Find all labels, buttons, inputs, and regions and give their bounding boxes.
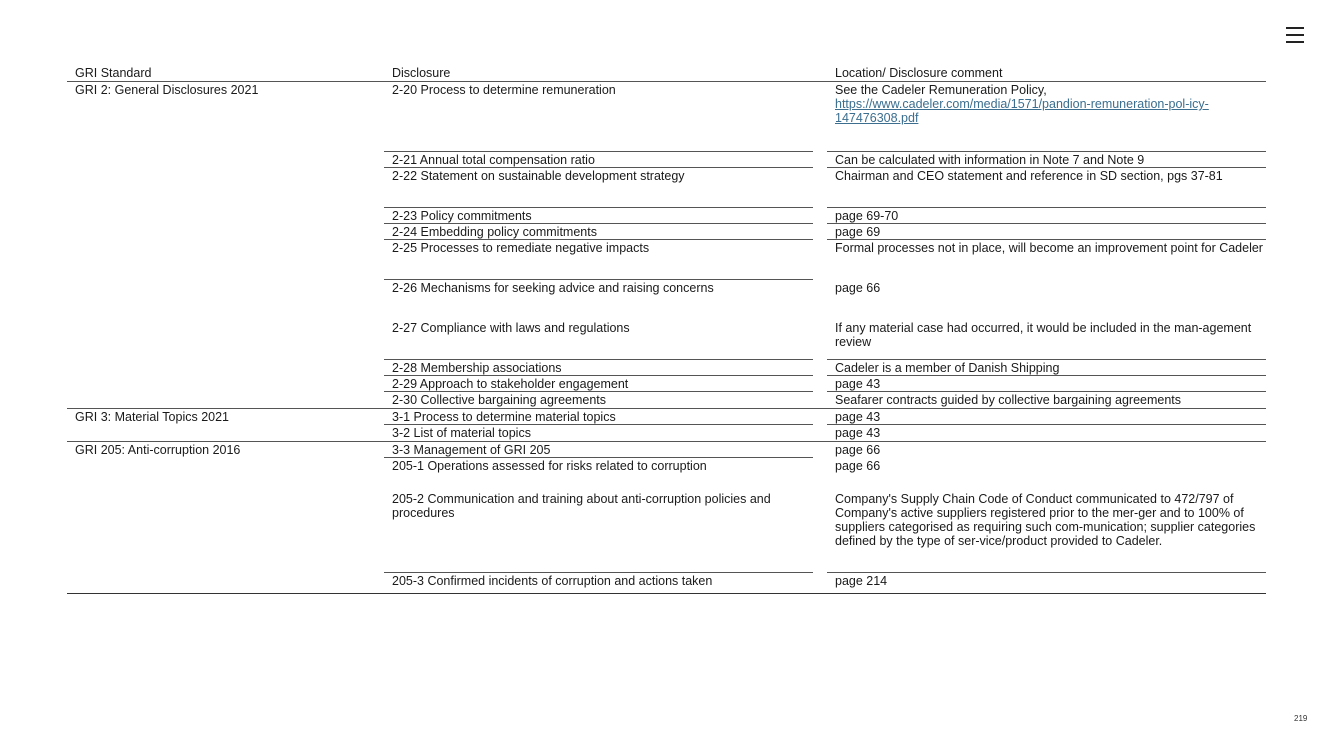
disclosure-cell: 3-2 List of material topics: [392, 426, 531, 440]
table-row: [67, 376, 1266, 392]
comment-cell: Formal processes not in place, will become an improvement point for Cadeler: [835, 241, 1263, 255]
disclosure-cell: 2-28 Membership associations: [384, 360, 813, 376]
table-row: [67, 392, 1266, 409]
comment-cell: If any material case had occurred, it would be included in the man-agement review: [827, 320, 1266, 360]
table-row: [67, 409, 1266, 425]
table-row: [67, 168, 1266, 208]
page-number: 219: [1294, 714, 1308, 723]
comment-cell: Chairman and CEO statement and reference in SD section, pgs 37-81: [827, 168, 1266, 208]
comment-cell: Company's Supply Chain Code of Conduct communicated to 472/797 of Company's active suppliers registered prior to the mer-ger and to 100% of suppliers categorised as requiring such com-munication; supplier categories defined by the type of ser-vice/product provided to Cadeler.: [827, 491, 1266, 573]
disclosure-cell: 2-25 Processes to remediate negative impacts: [384, 240, 813, 280]
comment-cell: page 43: [835, 426, 881, 440]
table-row: [67, 573, 1266, 594]
comment-cell: Cadeler is a member of Danish Shipping: [827, 360, 1266, 376]
comment-cell: page 43: [827, 409, 1266, 425]
disclosure-cell: 205-1 Operations assessed for risks related to corruption: [392, 459, 707, 473]
comment-cell: page 69: [827, 224, 1266, 240]
table-row: [67, 425, 1266, 442]
table-row: [67, 442, 1266, 458]
comment-cell: page 66: [835, 281, 881, 295]
disclosure-cell: 2-23 Policy commitments: [384, 208, 813, 224]
disclosure-cell: 2-24 Embedding policy commitments: [384, 224, 813, 240]
disclosure-cell: 2-20 Process to determine remuneration: [384, 82, 813, 152]
table-row: [67, 458, 1266, 491]
comment-cell: page 66: [835, 443, 881, 457]
table-row: [67, 240, 1266, 280]
disclosure-cell: 2-21 Annual total compensation ratio: [384, 152, 813, 168]
comment-cell: page 66: [835, 459, 881, 473]
header-gri-standard: GRI Standard: [75, 66, 152, 80]
disclosure-cell: 2-27 Compliance with laws and regulations: [384, 320, 813, 360]
header-disclosure: Disclosure: [392, 66, 451, 80]
table-row: [67, 82, 1266, 152]
remuneration-policy-link[interactable]: https://www.cadeler.com/media/1571/pandion-remuneration-pol-icy-147476308.pdf: [835, 97, 1209, 125]
table-row: [67, 224, 1266, 240]
disclosure-cell: 2-22 Statement on sustainable development strategy: [384, 168, 813, 208]
disclosure-cell: 2-26 Mechanisms for seeking advice and raising concerns: [392, 281, 714, 295]
table-row: [67, 152, 1266, 168]
disclosure-cell: 2-29 Approach to stakeholder engagement: [384, 376, 813, 392]
comment-cell: page 43: [827, 376, 1266, 392]
table-row: [67, 491, 1266, 573]
disclosure-cell: 3-3 Management of GRI 205: [384, 442, 813, 458]
header-location-comment: Location/ Disclosure comment: [835, 66, 1003, 80]
disclosure-cell: 3-1 Process to determine material topics: [384, 409, 813, 425]
disclosure-cell: 2-30 Collective bargaining agreements: [392, 393, 607, 407]
table-row: [67, 320, 1266, 360]
disclosure-cell: 205-3 Confirmed incidents of corruption and actions taken: [392, 574, 713, 588]
comment-cell: page 214: [835, 574, 888, 588]
table-row: [67, 208, 1266, 224]
table-header: [67, 65, 1266, 82]
standard-name: GRI 205: Anti-corruption 2016: [75, 443, 241, 457]
standard-name: GRI 2: General Disclosures 2021: [75, 83, 259, 97]
gri-index-table: [67, 65, 1266, 594]
standard-name: GRI 3: Material Topics 2021: [75, 410, 230, 424]
comment-text: See the Cadeler Remuneration Policy,: [835, 83, 1047, 97]
comment-cell: Can be calculated with information in Note 7 and Note 9: [827, 152, 1266, 168]
table-row: [67, 360, 1266, 376]
table-row: [67, 280, 1266, 320]
comment-cell: [827, 82, 1266, 152]
comment-cell: page 69-70: [827, 208, 1266, 224]
disclosure-cell: 205-2 Communication and training about anti-corruption policies and procedures: [384, 491, 813, 573]
comment-cell: Seafarer contracts guided by collective bargaining agreements: [835, 393, 1182, 407]
hamburger-menu-icon[interactable]: [1286, 27, 1304, 43]
